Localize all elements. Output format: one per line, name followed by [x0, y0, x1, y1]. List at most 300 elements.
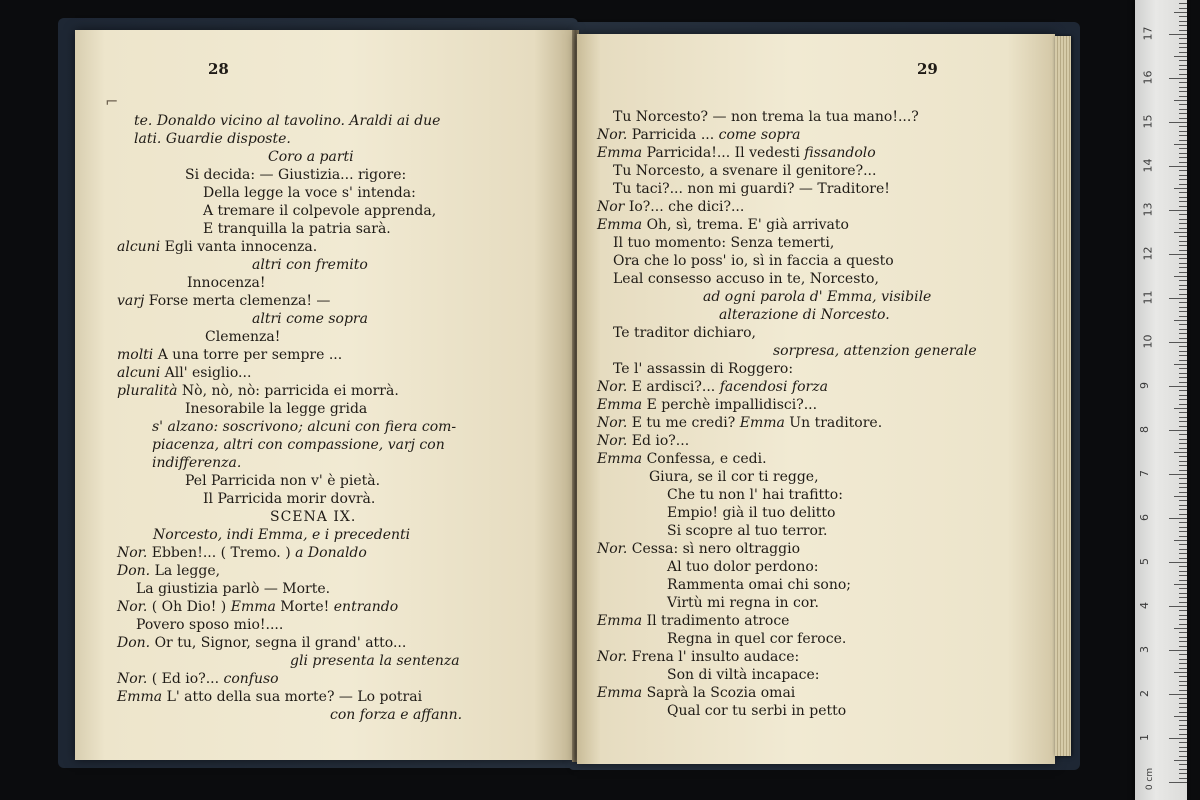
text-line [136, 580, 330, 598]
ruler-tick [1179, 690, 1187, 691]
ruler-tick [1174, 12, 1187, 13]
ruler-tick [1169, 254, 1187, 255]
stage-direction-text: te [134, 113, 148, 129]
ruler-tick [1179, 478, 1187, 479]
ruler-tick [1179, 549, 1187, 550]
stage-direction-text: indifferenza. [152, 455, 242, 471]
text-line [597, 396, 817, 414]
stage-direction-text: altri con fremito [252, 257, 368, 273]
stage-direction-text: Emma [597, 451, 643, 467]
dialogue-text: Tu Norcesto? — non trema la tua mano!...? [613, 109, 919, 125]
ruler-tick [1179, 725, 1187, 726]
dialogue-text: Povero sposo mio!.... [136, 617, 284, 633]
ruler-tick [1179, 201, 1187, 202]
dialogue-text: Te traditor dichiaro, [613, 325, 756, 341]
text-line [597, 198, 744, 216]
dialogue-text: Oh, sì, trema. E' già arrivato [642, 217, 849, 233]
ruler-tick [1179, 219, 1187, 220]
ruler-tick [1179, 470, 1187, 471]
ruler-tick [1179, 250, 1187, 251]
stage-direction-text: Nor. [597, 415, 628, 431]
text-line [597, 432, 689, 450]
text-line [117, 364, 251, 382]
ruler-tick [1179, 769, 1187, 770]
dialogue-text: Innocenza! [187, 275, 266, 291]
stage-direction-text: varj [117, 293, 145, 309]
text-line [152, 418, 456, 436]
text-line [703, 288, 931, 306]
dialogue-text: Parricida ... [627, 127, 719, 143]
dialogue-text: Tu Norcesto, a svenare il genitore?... [613, 163, 877, 179]
text-line [252, 310, 368, 328]
ruler-number: 14 [1141, 158, 1155, 173]
ruler-tick [1179, 720, 1187, 721]
text-line [667, 576, 851, 594]
ruler-tick [1179, 113, 1187, 114]
ruler-tick [1179, 236, 1187, 237]
dialogue-text: E tranquilla la patria sarà. [203, 221, 391, 237]
ruler-tick [1174, 584, 1187, 585]
ruler-tick [1174, 320, 1187, 321]
left-page [75, 30, 574, 760]
ruler-number: 17 [1141, 26, 1155, 41]
ruler-tick [1169, 738, 1187, 739]
text-line [597, 612, 789, 630]
ruler-tick [1179, 333, 1187, 334]
text-line [290, 652, 460, 670]
stage-direction-text: Nor. [597, 541, 628, 557]
ruler-number: 16 [1141, 70, 1155, 85]
ruler-tick [1179, 21, 1187, 22]
dialogue-text: Leal consesso accuso in te, Norcesto, [613, 271, 879, 287]
ruler-tick [1179, 707, 1187, 708]
ruler-tick [1179, 87, 1187, 88]
ruler-tick [1179, 742, 1187, 743]
ruler-number: 6 [1138, 514, 1151, 521]
dialogue-text: Son di viltà incapace: [667, 667, 820, 683]
ruler-tick [1179, 294, 1187, 295]
ruler-tick [1179, 104, 1187, 105]
ruler-tick [1179, 351, 1187, 352]
ruler-tick [1174, 540, 1187, 541]
ruler-tick [1179, 228, 1187, 229]
ruler-tick [1179, 47, 1187, 48]
stage-direction-text: pluralità [117, 383, 178, 399]
page-edges [1055, 36, 1071, 756]
ruler-tick [1179, 373, 1187, 374]
ruler-tick [1179, 302, 1187, 303]
stage-direction-text: lati. Guardie disposte. [134, 131, 291, 147]
ruler-number: 1 [1138, 734, 1151, 741]
ruler-tick [1179, 492, 1187, 493]
ruler-number: 5 [1138, 558, 1151, 565]
ruler-tick [1179, 118, 1187, 119]
dialogue-text: Frena l' insulto audace: [627, 649, 800, 665]
stage-direction-text: confuso [223, 671, 279, 687]
ruler-tick [1174, 716, 1187, 717]
dialogue-text: Della legge la voce s' intenda: [203, 185, 416, 201]
ruler-tick [1179, 214, 1187, 215]
dialogue-text: Or tu, Signor, segna il grand' atto... [150, 635, 407, 651]
stage-direction-text: Nor. [117, 671, 148, 687]
text-line [134, 130, 291, 148]
text-line [134, 112, 440, 130]
ruler-tick [1179, 135, 1187, 136]
ruler-tick [1179, 637, 1187, 638]
ruler-tick [1169, 210, 1187, 211]
stage-direction-text: Nor [597, 199, 625, 215]
text-line [205, 328, 280, 346]
ruler-tick [1179, 456, 1187, 457]
ruler-tick [1179, 157, 1187, 158]
ruler-tick [1179, 734, 1187, 735]
dialogue-text: Parricida!... Il vedesti [642, 145, 805, 161]
ruler-tick [1179, 289, 1187, 290]
ruler-tick [1179, 148, 1187, 149]
ruler-tick [1179, 514, 1187, 515]
text-line [667, 630, 846, 648]
stage-direction-text: Nor. [597, 127, 628, 143]
ruler-tick [1179, 140, 1187, 141]
dialogue-text: Confessa, e cedi. [642, 451, 767, 467]
dialogue-text: Saprà la Scozia omai [642, 685, 796, 701]
ruler-tick [1174, 628, 1187, 629]
ruler-tick [1179, 263, 1187, 264]
stage-direction-text: fissandolo [804, 145, 876, 161]
ruler-tick [1169, 386, 1187, 387]
stage-direction-text: Emma [597, 217, 643, 233]
text-line [667, 594, 819, 612]
dialogue-text: ( Ed io?... [147, 671, 224, 687]
ruler-tick [1169, 474, 1187, 475]
text-line [252, 256, 368, 274]
text-line [153, 526, 410, 544]
stage-direction-text: altri come sopra [252, 311, 368, 327]
stage-direction-text: Norcesto, indi Emma, e i precedenti [153, 527, 411, 543]
text-line [649, 468, 819, 486]
dialogue-text: Ed io?... [627, 433, 690, 449]
ruler-number: 4 [1138, 602, 1151, 609]
ruler-tick [1179, 646, 1187, 647]
ruler-tick [1169, 298, 1187, 299]
text-line [117, 634, 406, 652]
ruler-tick [1179, 69, 1187, 70]
ruler-tick [1179, 316, 1187, 317]
ruler-tick [1179, 580, 1187, 581]
ruler-tick [1179, 162, 1187, 163]
ruler-tick [1179, 329, 1187, 330]
ruler-number: 13 [1141, 202, 1155, 217]
ruler-tick [1179, 641, 1187, 642]
dialogue-text: Egli vanta innocenza. [160, 239, 318, 255]
stage-direction-text: Emma [739, 415, 785, 431]
stage-direction-text: Emma [597, 685, 643, 701]
ruler-tick [1179, 668, 1187, 669]
ruler-tick [1179, 685, 1187, 686]
ruler-tick [1179, 509, 1187, 510]
dialogue-text: All' esiglio... [160, 365, 252, 381]
ruler-tick [1179, 465, 1187, 466]
ruler-tick [1179, 663, 1187, 664]
text-line [185, 166, 406, 184]
ruler-tick [1179, 360, 1187, 361]
stage-direction-text: s' alzano: soscrivono; alcuni con fiera com- [152, 419, 457, 435]
ruler-tick [1179, 280, 1187, 281]
ruler-tick [1179, 338, 1187, 339]
text-line [185, 472, 380, 490]
dialogue-text: Si scopre al tuo terror. [667, 523, 828, 539]
dialogue-text: Nò, nò, nò: parricida ei morrà. [177, 383, 399, 399]
stage-direction-text: alcuni [117, 365, 161, 381]
stage-direction-text: Nor. [597, 379, 628, 395]
ruler-tick [1179, 487, 1187, 488]
ruler-tick [1179, 96, 1187, 97]
text-line [117, 544, 367, 562]
ruler-tick [1179, 60, 1187, 61]
ruler-tick [1179, 382, 1187, 383]
text-line [597, 144, 876, 162]
stage-direction-text: Nor. [597, 649, 628, 665]
dialogue-text: E perchè impallidisci?... [642, 397, 818, 413]
ruler-tick [1174, 56, 1187, 57]
text-line [597, 126, 801, 144]
ruler-tick [1169, 650, 1187, 651]
ruler-tick [1179, 91, 1187, 92]
dialogue-text: Empio! già il tuo delitto [667, 505, 836, 521]
ruler-tick [1179, 311, 1187, 312]
ruler-tick [1169, 342, 1187, 343]
ink-mark: ⌐ [105, 92, 119, 111]
text-line [597, 216, 849, 234]
text-line [667, 504, 836, 522]
ruler-tick [1179, 747, 1187, 748]
stage-direction-text: Don. [117, 635, 151, 651]
ruler-tick [1169, 694, 1187, 695]
dialogue-text: Clemenza! [205, 329, 281, 345]
ruler-tick [1179, 16, 1187, 17]
dialogue-text: Qual cor tu serbi in petto [667, 703, 847, 719]
ruler-tick [1179, 131, 1187, 132]
stage-direction-text: piacenza, altri con compassione, varj con [152, 437, 445, 453]
ruler-tick [1179, 426, 1187, 427]
ruler-unit-label: 0 cm [1145, 767, 1156, 791]
dialogue-text: Il tuo momento: Senza temerti, [613, 235, 835, 251]
stage-direction-text: sorpresa, attenzion generale [773, 343, 977, 359]
ruler-tick [1179, 223, 1187, 224]
dialogue-text: Virtù mi regna in cor. [667, 595, 819, 611]
text-line [117, 598, 398, 616]
ruler-tick [1179, 764, 1187, 765]
text-line [613, 324, 756, 342]
text-line [667, 666, 820, 684]
ruler-tick [1179, 175, 1187, 176]
dialogue-text: Inesorabile la legge grida [185, 401, 368, 417]
stage-direction-text: Emma [597, 145, 643, 161]
ruler-tick [1179, 602, 1187, 603]
ruler-tick [1179, 8, 1187, 9]
text-line [203, 202, 436, 220]
ruler-tick [1179, 593, 1187, 594]
dialogue-text: Che tu non l' hai trafitto: [667, 487, 843, 503]
stage-direction-text: alterazione di Norcesto. [719, 307, 890, 323]
ruler-tick [1169, 562, 1187, 563]
dialogue-text: Te l' assassin di Roggero: [613, 361, 794, 377]
ruler-tick [1179, 553, 1187, 554]
stage-direction-text: molti [117, 347, 154, 363]
ruler-tick [1179, 505, 1187, 506]
dialogue-text: SCENA IX. [270, 509, 357, 525]
ruler-tick [1174, 408, 1187, 409]
ruler-number: 7 [1138, 470, 1151, 477]
ruler-tick [1179, 245, 1187, 246]
ruler-tick [1179, 38, 1187, 39]
dialogue-text: A una torre per sempre ... [153, 347, 343, 363]
text-line [117, 382, 399, 400]
text-line [152, 454, 241, 472]
ruler-tick [1179, 377, 1187, 378]
ruler-tick [1179, 170, 1187, 171]
dialogue-text: ( Oh Dio! ) [147, 599, 231, 615]
ruler-number: 12 [1141, 246, 1155, 261]
stage-direction-text: ad ogni parola d' Emma, visibile [703, 289, 932, 305]
ruler-tick [1179, 206, 1187, 207]
ruler-tick [1179, 729, 1187, 730]
text-line [667, 558, 819, 576]
ruler-tick [1169, 166, 1187, 167]
dialogue-text: Al tuo dolor perdono: [667, 559, 819, 575]
ruler-tick [1179, 74, 1187, 75]
text-line [613, 108, 919, 126]
ruler-tick [1179, 676, 1187, 677]
ruler-tick [1179, 597, 1187, 598]
ruler-tick [1179, 404, 1187, 405]
stage-direction-text: con forza e affann. [330, 707, 463, 723]
text-line [597, 450, 767, 468]
ruler-tick [1179, 192, 1187, 193]
ruler-number: 15 [1141, 114, 1155, 129]
ruler-tick [1179, 434, 1187, 435]
dialogue-text: L' atto della sua morte? — Lo potrai [162, 689, 423, 705]
stage-direction-text: a Donaldo [295, 545, 367, 561]
ruler-tick [1179, 773, 1187, 774]
ruler-tick [1169, 782, 1187, 783]
ruler-tick [1179, 421, 1187, 422]
text-line [613, 270, 879, 288]
text-line [613, 162, 876, 180]
text-line [203, 490, 375, 508]
dialogue-text: Pel Parricida non v' è pietà. [185, 473, 381, 489]
dialogue-text: Regna in quel cor feroce. [667, 631, 847, 647]
ruler-tick [1174, 760, 1187, 761]
ruler-tick [1179, 25, 1187, 26]
ruler-tick [1174, 188, 1187, 189]
ruler-number: 11 [1141, 290, 1155, 305]
ruler-tick [1179, 531, 1187, 532]
stage-direction-text: Nor. [597, 433, 628, 449]
ruler-tick [1179, 241, 1187, 242]
stage-direction-text: Emma [597, 397, 643, 413]
stage-direction-text: come sopra [718, 127, 801, 143]
dialogue-text: Io?... che dici?... [624, 199, 745, 215]
ruler-tick [1179, 390, 1187, 391]
ruler-tick [1179, 632, 1187, 633]
ruler-tick [1179, 3, 1187, 4]
ruler-tick [1179, 179, 1187, 180]
ruler-number: 2 [1138, 690, 1151, 697]
dialogue-text: Ora che lo poss' io, sì in faccia a questo [613, 253, 894, 269]
ruler-tick [1179, 698, 1187, 699]
ruler-tick [1174, 672, 1187, 673]
stage-direction-text: Coro a parti [268, 149, 354, 165]
ruler-tick [1179, 703, 1187, 704]
stage-direction-text: alcuni [117, 239, 161, 255]
text-line [667, 522, 828, 540]
dialogue-text: Tu taci?... non mi guardi? — Traditore! [613, 181, 890, 197]
ruler-tick [1179, 536, 1187, 537]
text-line [203, 220, 391, 238]
ruler-tick [1179, 184, 1187, 185]
ruler-tick [1179, 527, 1187, 528]
ruler-tick [1179, 575, 1187, 576]
ruler-tick [1179, 615, 1187, 616]
text-line [597, 684, 795, 702]
text-line [667, 486, 843, 504]
stage-direction-text: Nor. [117, 545, 148, 561]
ruler-tick [1179, 272, 1187, 273]
ruler-tick [1179, 346, 1187, 347]
text-line [117, 670, 279, 688]
text-line [597, 540, 800, 558]
ruler-tick [1179, 461, 1187, 462]
ruler-tick [1179, 355, 1187, 356]
ruler-tick [1179, 395, 1187, 396]
ruler-tick [1179, 126, 1187, 127]
ruler-tick [1179, 197, 1187, 198]
ruler-tick [1179, 778, 1187, 779]
ruler-tick [1169, 430, 1187, 431]
text-line [117, 346, 342, 364]
ruler-tick [1174, 496, 1187, 497]
ruler-tick [1179, 571, 1187, 572]
dialogue-text: E ardisci?... [627, 379, 720, 395]
text-line [117, 238, 317, 256]
ruler-tick [1169, 606, 1187, 607]
text-line [613, 234, 834, 252]
ruler-tick [1179, 751, 1187, 752]
dialogue-text: Forse merta clemenza! — [144, 293, 331, 309]
dialogue-text: Cessa: sì nero oltraggio [627, 541, 801, 557]
ruler-tick [1179, 610, 1187, 611]
ruler-tick [1179, 619, 1187, 620]
ruler-tick [1179, 109, 1187, 110]
text-line [667, 702, 846, 720]
ruler-tick [1169, 518, 1187, 519]
ruler-tick [1179, 324, 1187, 325]
page-number-right: 29 [917, 60, 938, 78]
ruler-tick [1179, 368, 1187, 369]
stage-direction-text: entrando [333, 599, 399, 615]
measuring-ruler [1135, 0, 1187, 800]
ruler-tick [1179, 153, 1187, 154]
ruler-tick [1179, 285, 1187, 286]
ruler-number: 3 [1138, 646, 1151, 653]
ruler-tick [1179, 65, 1187, 66]
text-line [136, 616, 283, 634]
stage-direction-text: gli presenta la sentenza [290, 653, 460, 669]
text-line [152, 436, 445, 454]
ruler-number: 9 [1138, 382, 1151, 389]
dialogue-text: Morte! [275, 599, 334, 615]
